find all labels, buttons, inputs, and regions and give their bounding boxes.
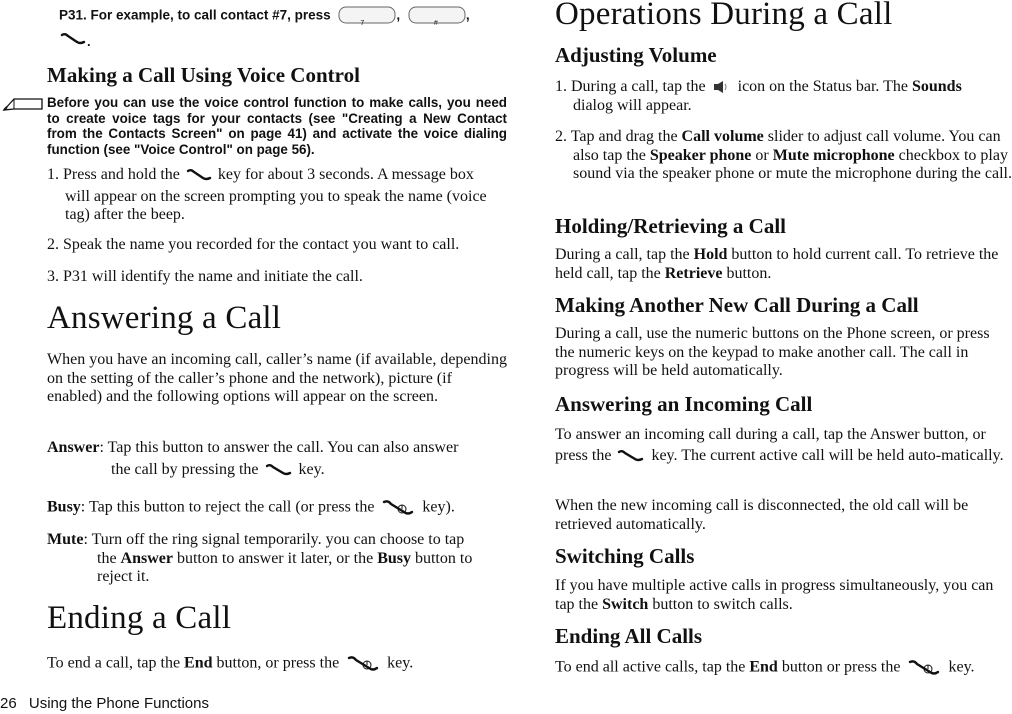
- switch-word: Switch: [602, 595, 649, 613]
- mute-answer-word: Answer: [120, 549, 173, 567]
- incoming-heading: Answering an Incoming Call: [555, 392, 813, 416]
- mute-text-b: the: [97, 549, 117, 567]
- end-key-icon: [343, 653, 383, 675]
- page-footer: [0, 695, 209, 712]
- vol1-text-b: icon on the Status bar. The: [737, 78, 908, 95]
- mute-text-d: button to: [414, 549, 473, 567]
- call-volume-word: Call volume: [681, 128, 764, 145]
- retrieve-word: Retrieve: [664, 264, 723, 282]
- endall-text-a: To end all active calls, tap the: [555, 658, 746, 676]
- endall-text-b: button or press the: [781, 658, 901, 676]
- holding-body: [555, 246, 1012, 283]
- ending-end-word: End: [184, 654, 213, 672]
- mute-busy-word: Busy: [377, 549, 411, 567]
- step1-text-b: key for about 3 seconds. A message box: [217, 166, 474, 183]
- hold-text-c: button.: [726, 264, 772, 282]
- answer-label: Answer: [47, 439, 100, 456]
- send-key-icon: [59, 32, 87, 46]
- speaker-phone-word: Speaker phone: [649, 146, 752, 164]
- volume-step-2: [555, 128, 1012, 184]
- incoming-text-a: To answer an incoming call during a call, tap the Answer button, or press the: [555, 426, 986, 464]
- another-call-heading: Making Another New Call During a Call: [555, 293, 919, 317]
- intro-comma-2: ,: [465, 7, 470, 23]
- ending-body: [47, 653, 509, 675]
- another-call-body: During a call, use the numeric buttons on the Phone screen, or press the numeric keys on the keypad to make another call. The call in progress will be held automatically.: [555, 325, 990, 379]
- step1-text-c: will appear on the screen prompting you to speak the name (voice tag) after the beep.: [65, 187, 487, 223]
- answer-text-b: the call by pressing the: [111, 460, 259, 478]
- voice-control-heading: Making a Call Using Voice Control: [47, 63, 360, 87]
- switching-heading: Switching Calls: [555, 544, 695, 568]
- endall-text-c: key.: [948, 658, 975, 676]
- switching-body: [555, 577, 1007, 614]
- vol2-or: or: [755, 146, 769, 164]
- mute-label: Mute: [47, 531, 84, 548]
- busy-text-a: : Tap this button to reject the call (or press the: [80, 498, 375, 516]
- vol2-text-a: 2. Tap and drag the: [555, 128, 678, 145]
- vol2-text-c: checkbox to play sound via the speaker phone or mute the microphone during the call.: [573, 146, 1012, 182]
- note-pencil-icon: [2, 93, 46, 115]
- vol2-text-b: slider to adjust call volume. You can also tap the: [573, 128, 1001, 164]
- adjusting-volume-heading: Adjusting Volume: [555, 43, 717, 67]
- intro-comma: ,: [396, 7, 401, 23]
- ending-text-b: button, or press the: [216, 654, 340, 672]
- key-7-icon: [338, 6, 396, 26]
- answering-heading: Answering a Call: [47, 300, 282, 336]
- switch-text-b: button to switch calls.: [652, 595, 793, 613]
- mute-text-e: reject it.: [97, 568, 150, 585]
- send-key-icon: [263, 462, 295, 478]
- intro-period: .: [87, 34, 91, 49]
- hold-text-b: button to hold current call. To retrieve the held call, tap the: [555, 246, 999, 282]
- key-hash-icon: [408, 6, 466, 26]
- step1-text-a: Press and hold the: [63, 166, 180, 183]
- operations-heading: Operations During a Call: [555, 0, 893, 32]
- volume-step-1: [555, 78, 1012, 115]
- answer-option: [47, 439, 509, 479]
- mute-text-c: button to answer it later, or the: [176, 549, 374, 567]
- end-key-icon: [904, 657, 944, 679]
- ending-all-body: [555, 657, 1012, 679]
- incoming-text-b: key. The current active call will be held auto-matically.: [651, 447, 1004, 464]
- busy-text-b: key).: [422, 498, 455, 516]
- endall-end-word: End: [749, 658, 778, 676]
- sounds-word: Sounds: [911, 78, 962, 95]
- page-number: 26: [0, 695, 17, 712]
- key-7-label: 7: [360, 20, 365, 27]
- end-key-icon: [378, 497, 418, 519]
- send-key-icon: [615, 448, 647, 464]
- voice-step-2: 2. Speak the name you recorded for the contact you want to call.: [47, 236, 460, 253]
- ending-text-a: To end a call, tap the: [47, 654, 181, 672]
- mute-text-a: : Turn off the ring signal temporarily. you can choose to tap: [83, 531, 465, 548]
- send-key-icon: [184, 167, 214, 183]
- incoming-body-2: When the new incoming call is disconnected, the old call will be retrieved automatically.: [555, 497, 969, 533]
- voice-step-1: [47, 166, 509, 225]
- key-hash-label: #: [433, 20, 438, 27]
- intro-line: [59, 6, 470, 26]
- ending-all-heading: Ending All Calls: [555, 624, 703, 648]
- busy-option: [47, 497, 509, 519]
- ending-heading: Ending a Call: [47, 600, 232, 636]
- intro-text: P31. For example, to call contact #7, press: [59, 7, 331, 23]
- mute-option: [47, 531, 509, 587]
- answering-body: When you have an incoming call, caller’s name (if available, depending on the setting of the caller’s phone and the network), picture (if enabled) and the following options will appear on the screen.: [47, 351, 507, 405]
- busy-label: Busy: [47, 498, 81, 516]
- holding-heading: Holding/Retrieving a Call: [555, 214, 786, 238]
- hold-word: Hold: [693, 246, 728, 263]
- footer-title: Using the Phone Functions: [28, 695, 209, 712]
- intro-send-line: [59, 32, 91, 51]
- voice-step-3: 3. P31 will identify the name and initiate the call.: [47, 268, 363, 285]
- voice-control-note: Before you can use the voice control function to make calls, you need to create voice tags for your contacts (see "Creating a New Contact from the Contacts Screen" on page 41) and activate the voice dialing function (see "Voice Control" on page 56).: [47, 95, 507, 157]
- answer-text-c: key.: [298, 460, 325, 478]
- switch-text-a: If you have multiple active calls in progress simultaneously, you can tap the: [555, 577, 994, 613]
- step-number: 1.: [47, 166, 59, 183]
- hold-text-a: During a call, tap the: [555, 246, 690, 263]
- vol1-text-c: dialog will appear.: [573, 96, 692, 114]
- vol1-text-a: 1. During a call, tap the: [555, 78, 706, 95]
- speaker-icon: [710, 80, 734, 94]
- answer-text-a: : Tap this button to answer the call. You can also answer: [99, 439, 459, 456]
- mute-microphone-word: Mute microphone: [772, 146, 895, 164]
- incoming-body: [555, 424, 1012, 466]
- ending-text-c: key.: [387, 654, 414, 672]
